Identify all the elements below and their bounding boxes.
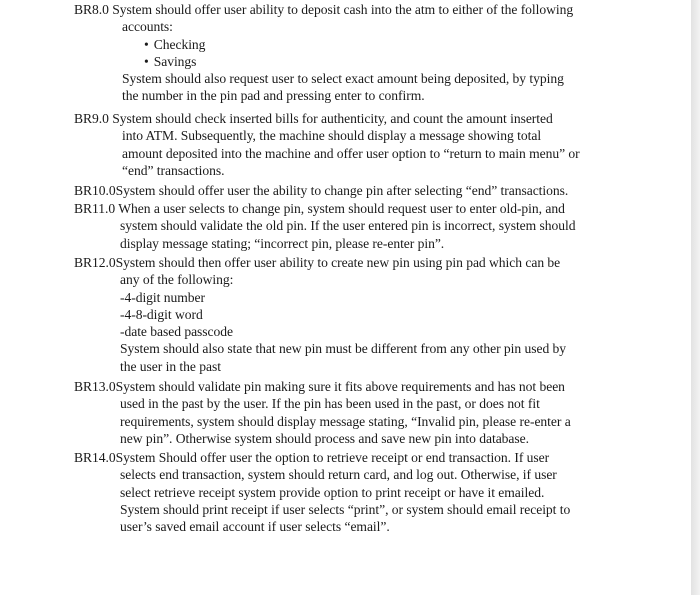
requirement-text: into ATM. Subsequently, the machine should display a message showing total (122, 128, 542, 144)
requirement-text: requirements, system should display message stating, “Invalid pin, please re-enter a (120, 413, 571, 429)
requirement-text: any of the following: (120, 272, 234, 288)
requirement-text: the user in the past (120, 358, 221, 374)
requirement-text: system should validate the old pin. If the user entered pin is incorrect, system should (120, 218, 576, 234)
requirement-text: -4-8-digit word (120, 306, 203, 322)
requirement-text: -date based passcode (120, 324, 233, 340)
requirement-text: System should check inserted bills for authenticity, and count the amount inserted (112, 111, 553, 126)
requirement-br14 (74, 449, 634, 535)
requirement-text: accounts: (122, 19, 173, 35)
bullet-icon: • (144, 53, 149, 69)
requirement-id: BR9.0 (74, 111, 109, 126)
requirement-text: selects end transaction, system should return card, and log out. Otherwise, if user (120, 467, 557, 483)
requirement-text: display message stating; “incorrect pin, please re-enter pin”. (120, 235, 445, 251)
requirement-br11 (74, 200, 634, 252)
requirement-id: BR10.0 (74, 183, 116, 198)
bullet-item: • Savings (144, 53, 197, 69)
requirement-br8 (74, 1, 634, 105)
requirement-br12 (74, 254, 634, 375)
requirement-text: amount deposited into the machine and offer user option to “return to main menu” or (122, 145, 580, 161)
requirement-id: BR11.0 (74, 201, 116, 216)
requirement-text: the number in the pin pad and pressing enter to confirm. (122, 88, 425, 104)
requirement-text: System Should offer user the option to retrieve receipt or end transaction. If user (115, 450, 550, 465)
requirement-text: System should also state that new pin must be different from any other pin used by (120, 341, 567, 357)
requirement-text: System should print receipt if user selects “print”, or system should email receipt to (120, 501, 571, 517)
requirement-text: “end” transactions. (122, 162, 225, 178)
requirement-id: BR8.0 (74, 2, 109, 17)
bullet-icon: • (144, 36, 149, 52)
requirement-text: used in the past by the user. If the pin has been used in the past, or does not fit (120, 396, 540, 412)
requirement-text: System should validate pin making sure it fits above requirements and has not been (115, 379, 565, 394)
requirement-text: -4-digit number (120, 289, 205, 305)
requirement-id: BR12.0 (74, 255, 116, 270)
requirement-text: new pin”. Otherwise system should process and save new pin into database. (120, 430, 529, 446)
requirement-text: System should then offer user ability to create new pin using pin pad which can be (115, 255, 561, 270)
requirement-text: When a user selects to change pin, system should request user to enter old-pin, and (118, 201, 565, 216)
requirement-text: select retrieve receipt system provide option to print receipt or have it emailed. (120, 484, 545, 500)
bullet-item: • Checking (144, 36, 206, 52)
requirement-id: BR13.0 (74, 379, 116, 394)
requirement-text: System should offer user the ability to change pin after selecting “end” transactions. (115, 183, 569, 198)
page-edge-shadow (691, 0, 700, 595)
requirement-id: BR14.0 (74, 450, 116, 465)
requirement-text: System should also request user to select exact amount being deposited, by typing (122, 71, 564, 87)
requirement-br13 (74, 378, 634, 447)
requirement-text: user’s saved email account if user selects “email”. (120, 519, 390, 535)
requirement-text: System should offer user ability to deposit cash into the atm to either of the following (112, 2, 574, 17)
requirement-br10 (74, 182, 634, 199)
requirement-br9 (74, 110, 634, 179)
